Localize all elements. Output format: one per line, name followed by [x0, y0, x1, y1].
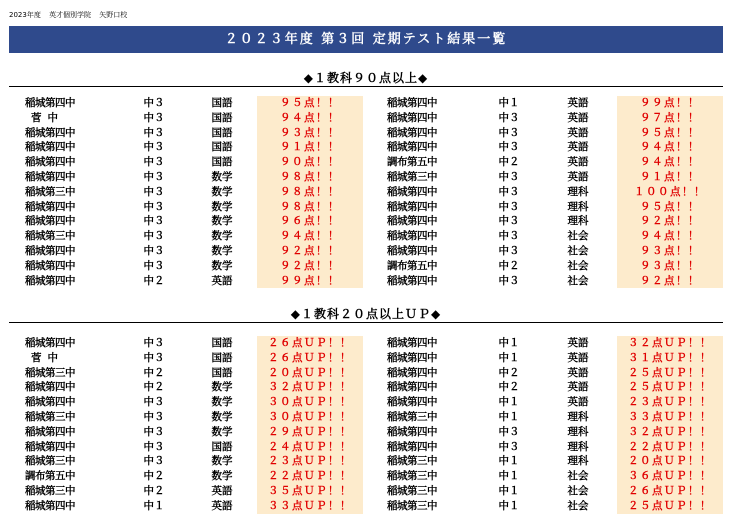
left-subject-cell: 国語: [211, 111, 233, 124]
left-school-cell: 稲城第四中: [25, 425, 75, 438]
right-subject-cell: 理科: [567, 200, 589, 213]
left-score-cell: ９０点！！: [257, 155, 363, 170]
right-school-cell: 稲城第三中: [387, 484, 437, 497]
table-row: [25, 454, 723, 469]
table-row: [25, 155, 723, 170]
table-row: [25, 366, 723, 381]
right-subject-cell: 英語: [567, 366, 589, 379]
left-grade-cell: 中３: [143, 170, 165, 183]
right-subject-cell: 理科: [567, 185, 589, 198]
left-school-cell: 稲城第三中: [25, 185, 75, 198]
right-subject-cell: 英語: [567, 97, 589, 109]
right-subject-cell: 社会: [567, 274, 589, 287]
right-score-cell: ２２点ＵＰ！！: [617, 440, 723, 455]
right-score-cell: ３６点ＵＰ！！: [617, 469, 723, 484]
right-subject-cell: 理科: [567, 455, 589, 468]
right-score-cell: ２５点ＵＰ！！: [617, 380, 723, 395]
table-row: [25, 499, 723, 514]
left-grade-cell: 中３: [143, 215, 165, 228]
right-school-cell: 稲城第四中: [387, 351, 437, 364]
right-score-cell: ３２点ＵＰ！！: [617, 336, 723, 351]
right-grade-cell: 中３: [498, 126, 520, 139]
right-score-cell: ９２点！！: [617, 274, 723, 289]
right-school-cell: 稲城第四中: [387, 185, 437, 198]
left-grade-cell: 中３: [143, 141, 165, 154]
left-score-cell: ９２点！！: [257, 259, 363, 274]
right-score-cell: ２３点ＵＰ！！: [617, 395, 723, 410]
right-grade-cell: 中３: [498, 230, 520, 243]
left-grade-cell: 中３: [143, 185, 165, 198]
table-row: [25, 259, 723, 274]
left-grade-cell: 中３: [143, 351, 165, 364]
right-subject-cell: 英語: [567, 337, 589, 349]
right-subject-cell: 英語: [567, 396, 589, 409]
left-grade-cell: 中２: [143, 381, 165, 394]
left-school-cell: 稲城第四中: [25, 170, 75, 183]
section-title-20-points-up: ◆１教科２０点以上ＵＰ◆: [290, 307, 442, 321]
left-subject-cell: 数学: [211, 470, 233, 483]
table-row: [25, 351, 723, 366]
table-row: [25, 126, 723, 141]
right-grade-cell: 中１: [498, 499, 520, 512]
right-score-cell: ９３点！！: [617, 259, 723, 274]
header-year: 2023年度: [9, 11, 41, 19]
left-score-cell: ９８点！！: [257, 185, 363, 200]
left-grade-cell: 中３: [143, 111, 165, 124]
left-subject-cell: 数学: [211, 244, 233, 257]
right-grade-cell: 中１: [498, 410, 520, 423]
left-grade-cell: 中２: [143, 366, 165, 379]
right-subject-cell: 理科: [567, 215, 589, 228]
table-row: [25, 469, 723, 484]
table-row: [25, 140, 723, 155]
right-grade-cell: 中２: [498, 366, 520, 379]
right-school-cell: 稲城第四中: [387, 200, 437, 213]
header-branch: 矢野口校: [99, 11, 128, 19]
right-score-cell: ９７点！！: [617, 111, 723, 126]
right-score-cell: ３３点ＵＰ！！: [617, 410, 723, 425]
right-score-cell: １００点！！: [617, 185, 723, 200]
right-grade-cell: 中３: [498, 244, 520, 257]
table-row: [25, 336, 723, 351]
table-row: [25, 440, 723, 455]
right-grade-cell: 中３: [498, 141, 520, 154]
right-school-cell: 稲城第四中: [387, 425, 437, 438]
right-score-cell: ９４点！！: [617, 229, 723, 244]
right-score-cell: ９３点！！: [617, 244, 723, 259]
left-subject-cell: 国語: [211, 440, 233, 453]
right-grade-cell: 中２: [498, 259, 520, 272]
right-grade-cell: 中３: [498, 425, 520, 438]
left-school-cell: 稲城第四中: [25, 215, 75, 228]
left-grade-cell: 中３: [143, 259, 165, 272]
section-divider: [9, 322, 723, 323]
right-subject-cell: 英語: [567, 381, 589, 394]
left-score-cell: ３２点ＵＰ！！: [257, 380, 363, 395]
right-grade-cell: 中３: [498, 440, 520, 453]
right-subject-cell: 社会: [567, 470, 589, 483]
left-score-cell: ２２点ＵＰ！！: [257, 469, 363, 484]
right-school-cell: 稲城第四中: [387, 274, 437, 287]
table-row: [25, 395, 723, 410]
left-school-cell: 菅中: [31, 111, 64, 124]
left-subject-cell: 英語: [211, 274, 233, 287]
right-school-cell: 稲城第四中: [387, 141, 437, 154]
left-school-cell: 稲城第四中: [25, 381, 75, 394]
left-school-cell: 稲城第三中: [25, 410, 75, 423]
table-row: [25, 229, 723, 244]
right-subject-cell: 社会: [567, 499, 589, 512]
left-score-cell: ９２点！！: [257, 244, 363, 259]
left-school-cell: 稲城第四中: [25, 274, 75, 287]
right-score-cell: ２５点ＵＰ！！: [617, 366, 723, 381]
right-score-cell: ３２点ＵＰ！！: [617, 425, 723, 440]
left-school-cell: 稲城第四中: [25, 156, 75, 169]
results-table-90-points: [25, 96, 723, 288]
left-score-cell: ２６点ＵＰ！！: [257, 336, 363, 351]
left-school-cell: 稲城第四中: [25, 244, 75, 257]
right-subject-cell: 英語: [567, 126, 589, 139]
left-grade-cell: 中３: [143, 230, 165, 243]
left-score-cell: ９３点！！: [257, 126, 363, 141]
left-subject-cell: 数学: [211, 425, 233, 438]
left-score-cell: ９４点！！: [257, 111, 363, 126]
right-subject-cell: 理科: [567, 440, 589, 453]
left-grade-cell: 中２: [143, 470, 165, 483]
left-score-cell: ９８点！！: [257, 200, 363, 215]
left-subject-cell: 国語: [211, 156, 233, 169]
left-subject-cell: 数学: [211, 381, 233, 394]
left-school-cell: 稲城第四中: [25, 126, 75, 139]
right-grade-cell: 中１: [498, 455, 520, 468]
right-subject-cell: 理科: [567, 410, 589, 423]
left-grade-cell: 中３: [143, 425, 165, 438]
left-subject-cell: 英語: [211, 484, 233, 497]
left-school-cell: 稲城第四中: [25, 259, 75, 272]
left-subject-cell: 数学: [211, 215, 233, 228]
right-school-cell: 稲城第三中: [387, 410, 437, 423]
left-school-cell: 稲城第四中: [25, 337, 75, 349]
right-score-cell: ２０点ＵＰ！！: [617, 454, 723, 469]
right-grade-cell: 中３: [498, 215, 520, 228]
right-subject-cell: 理科: [567, 425, 589, 438]
left-score-cell: ９８点！！: [257, 170, 363, 185]
left-school-cell: 稲城第三中: [25, 484, 75, 497]
table-row: [25, 170, 723, 185]
right-subject-cell: 社会: [567, 259, 589, 272]
left-school-cell: 稲城第四中: [25, 396, 75, 409]
left-subject-cell: 英語: [211, 499, 233, 512]
left-score-cell: ９６点！！: [257, 214, 363, 229]
right-school-cell: 稲城第三中: [387, 470, 437, 483]
right-school-cell: 稲城第三中: [387, 170, 437, 183]
right-grade-cell: 中３: [498, 111, 520, 124]
left-subject-cell: 数学: [211, 259, 233, 272]
left-school-cell: 調布第五中: [25, 470, 75, 483]
left-school-cell: 稲城第三中: [25, 455, 75, 468]
left-score-cell: ３３点ＵＰ！！: [257, 499, 363, 514]
right-subject-cell: 社会: [567, 244, 589, 257]
left-grade-cell: 中３: [143, 244, 165, 257]
left-score-cell: ３０点ＵＰ！！: [257, 410, 363, 425]
right-school-cell: 稲城第四中: [387, 396, 437, 409]
right-subject-cell: 英語: [567, 156, 589, 169]
document-header: [9, 10, 133, 20]
right-subject-cell: 英語: [567, 111, 589, 124]
right-grade-cell: 中２: [498, 156, 520, 169]
right-school-cell: 稲城第四中: [387, 215, 437, 228]
left-score-cell: ９５点！！: [257, 96, 363, 111]
right-school-cell: 調布第五中: [387, 259, 437, 272]
right-score-cell: ９４点！！: [617, 155, 723, 170]
left-subject-cell: 国語: [211, 97, 233, 109]
left-grade-cell: 中３: [143, 97, 165, 109]
left-subject-cell: 国語: [211, 126, 233, 139]
left-subject-cell: 数学: [211, 410, 233, 423]
right-score-cell: ９９点！！: [617, 96, 723, 111]
left-subject-cell: 数学: [211, 396, 233, 409]
table-row: [25, 380, 723, 395]
left-score-cell: ９４点！！: [257, 229, 363, 244]
left-score-cell: ２９点ＵＰ！！: [257, 425, 363, 440]
right-grade-cell: 中１: [498, 351, 520, 364]
left-score-cell: ２６点ＵＰ！！: [257, 351, 363, 366]
right-grade-cell: 中３: [498, 185, 520, 198]
left-school-cell: 菅中: [31, 351, 64, 364]
left-subject-cell: 国語: [211, 141, 233, 154]
left-school-cell: 稲城第四中: [25, 141, 75, 154]
left-grade-cell: 中１: [143, 499, 165, 512]
left-score-cell: ９９点！！: [257, 274, 363, 289]
left-school-cell: 稲城第四中: [25, 200, 75, 213]
right-score-cell: ９４点！！: [617, 140, 723, 155]
left-school-cell: 稲城第三中: [25, 366, 75, 379]
left-score-cell: ９１点！！: [257, 140, 363, 155]
right-subject-cell: 英語: [567, 351, 589, 364]
left-grade-cell: 中３: [143, 410, 165, 423]
left-grade-cell: 中２: [143, 484, 165, 497]
left-grade-cell: 中３: [143, 396, 165, 409]
section-title-90-points: ◆１教科９０点以上◆: [303, 71, 429, 85]
right-grade-cell: 中１: [498, 396, 520, 409]
left-subject-cell: 数学: [211, 185, 233, 198]
table-row: [25, 96, 723, 111]
right-subject-cell: 英語: [567, 170, 589, 183]
right-school-cell: 稲城第四中: [387, 381, 437, 394]
table-row: [25, 200, 723, 215]
right-school-cell: 稲城第四中: [387, 440, 437, 453]
table-row: [25, 425, 723, 440]
left-grade-cell: 中３: [143, 440, 165, 453]
right-school-cell: 稲城第四中: [387, 337, 437, 349]
left-grade-cell: 中３: [143, 337, 165, 349]
right-subject-cell: 英語: [567, 141, 589, 154]
right-subject-cell: 社会: [567, 230, 589, 243]
left-score-cell: ２０点ＵＰ！！: [257, 366, 363, 381]
header-school: 英才個別学院: [49, 11, 92, 19]
right-grade-cell: 中１: [498, 97, 520, 109]
right-grade-cell: 中１: [498, 337, 520, 349]
table-row: [25, 185, 723, 200]
right-score-cell: ９１点！！: [617, 170, 723, 185]
left-subject-cell: 国語: [211, 337, 233, 349]
right-school-cell: 稲城第四中: [387, 97, 437, 109]
left-grade-cell: 中３: [143, 126, 165, 139]
left-score-cell: ２４点ＵＰ！！: [257, 440, 363, 455]
section-divider: [9, 86, 723, 87]
right-school-cell: 稲城第三中: [387, 499, 437, 512]
right-school-cell: 稲城第四中: [387, 366, 437, 379]
right-grade-cell: 中１: [498, 484, 520, 497]
left-grade-cell: 中３: [143, 156, 165, 169]
left-school-cell: 稲城第四中: [25, 499, 75, 512]
right-school-cell: 稲城第四中: [387, 126, 437, 139]
results-table-20-points-up: [25, 336, 723, 514]
table-row: [25, 244, 723, 259]
right-score-cell: ９２点！！: [617, 214, 723, 229]
table-row: [25, 410, 723, 425]
left-school-cell: 稲城第四中: [25, 97, 75, 109]
left-subject-cell: 数学: [211, 455, 233, 468]
table-row: [25, 111, 723, 126]
left-score-cell: ３０点ＵＰ！！: [257, 395, 363, 410]
left-grade-cell: 中２: [143, 274, 165, 287]
right-school-cell: 稲城第四中: [387, 230, 437, 243]
left-grade-cell: 中３: [143, 455, 165, 468]
left-subject-cell: 国語: [211, 366, 233, 379]
right-subject-cell: 社会: [567, 484, 589, 497]
right-school-cell: 稲城第三中: [387, 455, 437, 468]
table-row: [25, 274, 723, 289]
right-score-cell: ９５点！！: [617, 200, 723, 215]
left-score-cell: ２３点ＵＰ！！: [257, 454, 363, 469]
right-grade-cell: 中２: [498, 381, 520, 394]
right-score-cell: ２６点ＵＰ！！: [617, 484, 723, 499]
page-title: ２０２３年度 第３回 定期テスト結果一覧: [9, 26, 723, 53]
left-subject-cell: 数学: [211, 170, 233, 183]
table-row: [25, 484, 723, 499]
right-grade-cell: 中３: [498, 274, 520, 287]
left-subject-cell: 国語: [211, 351, 233, 364]
left-score-cell: ３５点ＵＰ！！: [257, 484, 363, 499]
left-school-cell: 稲城第三中: [25, 230, 75, 243]
right-school-cell: 稲城第四中: [387, 111, 437, 124]
right-score-cell: ２５点ＵＰ！！: [617, 499, 723, 514]
left-subject-cell: 数学: [211, 230, 233, 243]
right-grade-cell: 中３: [498, 200, 520, 213]
left-school-cell: 稲城第四中: [25, 440, 75, 453]
right-score-cell: ９５点！！: [617, 126, 723, 141]
right-grade-cell: 中１: [498, 470, 520, 483]
table-row: [25, 214, 723, 229]
right-school-cell: 稲城第四中: [387, 244, 437, 257]
left-grade-cell: 中３: [143, 200, 165, 213]
left-subject-cell: 数学: [211, 200, 233, 213]
right-school-cell: 調布第五中: [387, 156, 437, 169]
right-grade-cell: 中３: [498, 170, 520, 183]
right-score-cell: ３１点ＵＰ！！: [617, 351, 723, 366]
